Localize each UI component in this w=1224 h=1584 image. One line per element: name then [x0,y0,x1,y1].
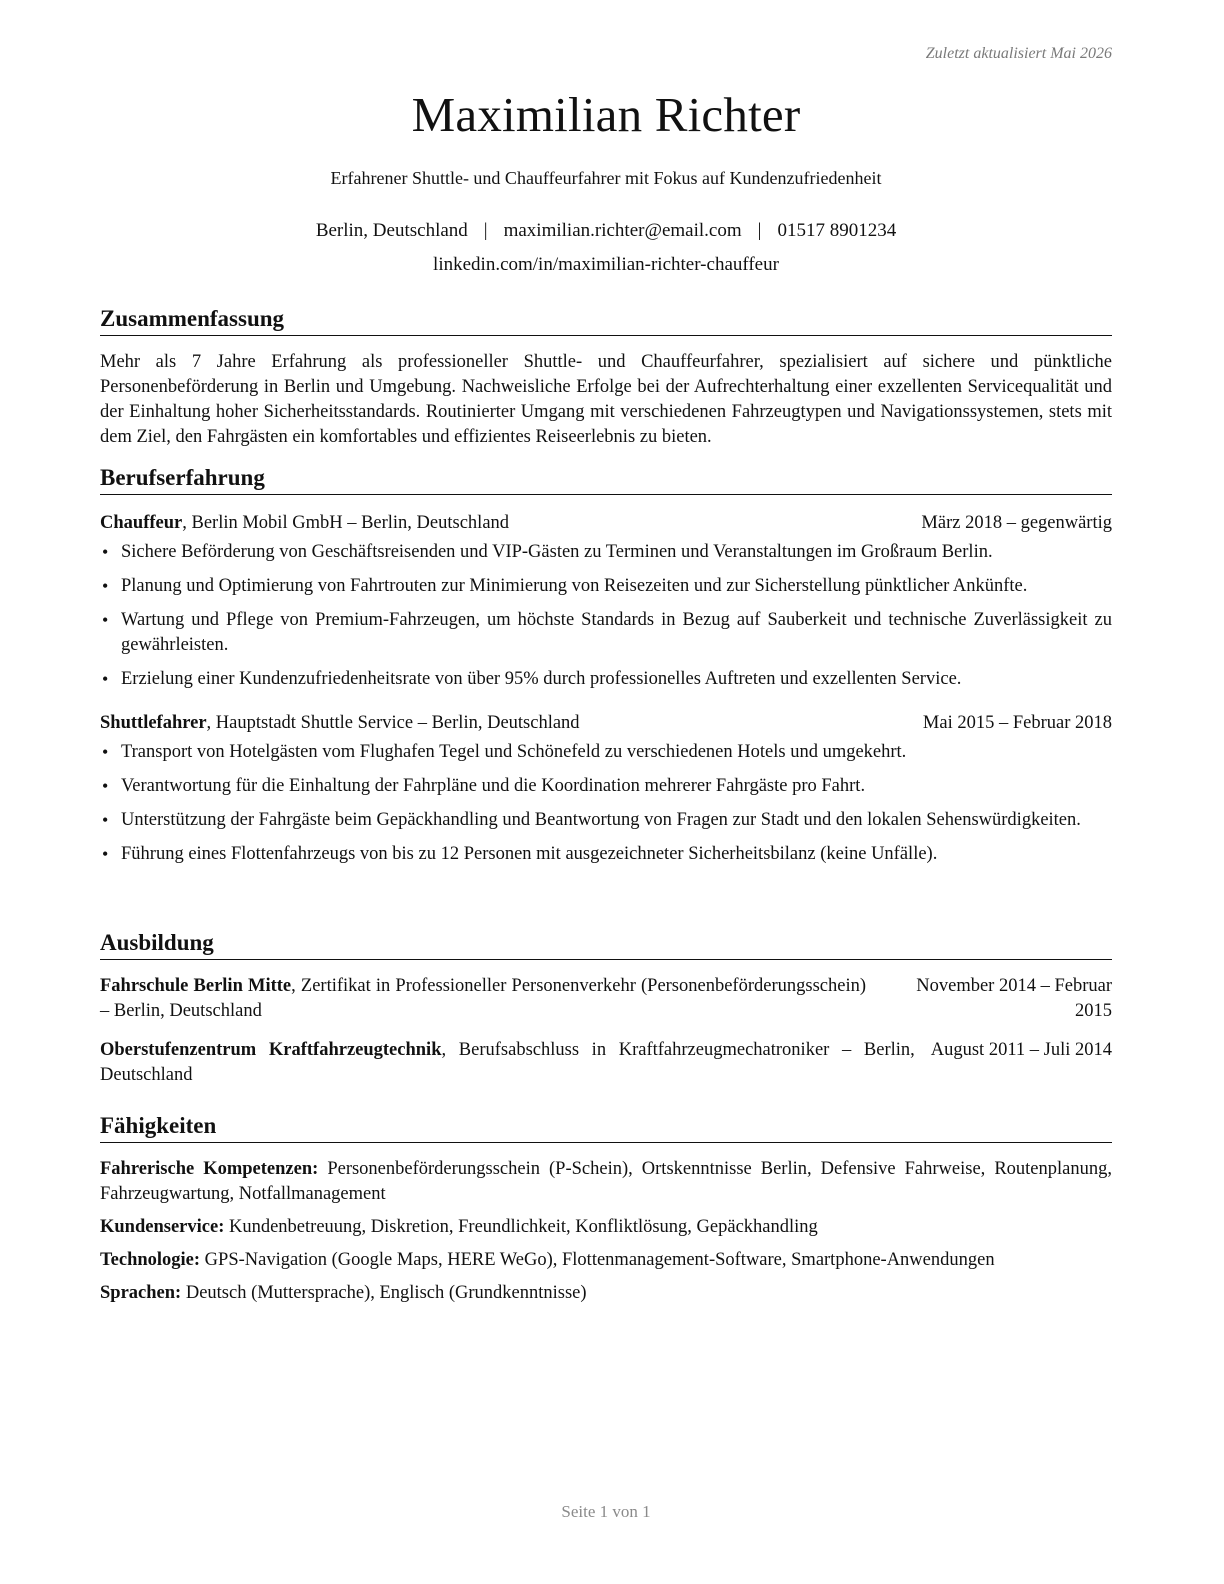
resume-page [100,0,1112,1584]
education-dates: August 2011 – Juli 2014 [930,1040,1112,1060]
skills-list [100,1157,1112,1306]
skill-label: Sprachen: [100,1283,182,1303]
skill-row [100,1281,1112,1306]
list-item: • Unterstützung der Fahrgäste beim Gepäckhandling und Beantwortung von Fragen zur Stadt und den lokalen Sehenswürdigkeiten. [100,808,1112,833]
skill-label: Kundenservice: [100,1217,225,1237]
education-school: Fahrschule Berlin Mitte [100,976,292,996]
job-header [100,711,1112,736]
job-company: , Berlin Mobil GmbH – Berlin, Deutschland [182,513,510,533]
candidate-name: Maximilian Richter [411,87,801,142]
phone: 01517 8901234 [777,220,897,241]
skill-value: Personenbeförderungsschein (P-Schein), Ortskenntnisse Berlin, Defensive Fahrweise, Routenplanung, Fahrzeugwartung, Notfallmanagement [100,1159,1112,1204]
skill-value: GPS-Navigation (Google Maps, HERE WeGo), Flottenmanagement-Software, Smartphone-Anwendungen [200,1250,995,1270]
section-title-skills: Fähigkeiten [100,1111,1112,1143]
experience-section [100,463,1112,876]
list-item: • Transport von Hotelgästen vom Flughafen Tegel und Schönefeld zu verschiedenen Hotels und umgekehrt. [100,740,1112,765]
education-school: Oberstufenzentrum Kraftfahrzeugtechnik [100,1040,442,1060]
linkedin-link[interactable]: linkedin.com/in/maximilian-richter-chauffeur [433,254,779,275]
list-item: • Sichere Beförderung von Geschäftsreisenden und VIP-Gästen zu Terminen und Veranstaltungen im Großraum Berlin. [100,540,1112,565]
page-number: Seite 1 von 1 [561,1502,651,1521]
separator: | [757,220,762,241]
contact-line [100,220,1112,242]
list-item: • Wartung und Pflege von Premium-Fahrzeugen, um höchste Standards in Bezug auf Sauberkeit und technische Zuverlässigkeit zu gewährleisten. [100,608,1112,658]
skills-section [100,1111,1112,1314]
list-item: • Führung eines Flottenfahrzeugs von bis zu 12 Personen mit ausgezeichneter Sicherheitsbilanz (keine Unfälle). [100,842,1112,867]
job-entry [100,711,1112,867]
summary-text: Mehr als 7 Jahre Erfahrung als professioneller Shuttle- und Chauffeurfahrer, spezialisiert auf sichere und pünktliche Personenbeförderung in Berlin und Umgebung. Nachweisliche Erfolge bei der Aufrechterhaltung einer exzellenten Servicequalität und der Einhaltung hoher Sicherheitsstandards. Routinierter Umgang mit verschiedenen Fahrzeugtypen und Navigationssystemen, stets mit dem Ziel, den Fahrgästen ein komfortables und effizientes Reiseerlebnis zu bieten. [100,352,1112,447]
skill-row [100,1215,1112,1240]
section-title-summary: Zusammenfassung [100,304,1112,336]
job-entry [100,511,1112,692]
list-item: • Planung und Optimierung von Fahrtrouten zur Minimierung von Reisezeiten und zur Sicherstellung pünktlicher Ankünfte. [100,574,1112,599]
job-bullets [100,540,1112,692]
education-detail: , Zertifikat in Professioneller Personenverkehr (Personenbeförderungsschein) – Berlin, Deutschland [100,976,866,1021]
list-item: • Verantwortung für die Einhaltung der Fahrpläne und die Koordination mehrerer Fahrgäste pro Fahrt. [100,774,1112,799]
job-title-line [100,711,907,736]
job-company: , Hauptstadt Shuttle Service – Berlin, Deutschland [206,713,580,733]
job-dates: März 2018 – gegenwärtig [921,513,1112,533]
skill-value: Kundenbetreuung, Diskretion, Freundlichkeit, Konfliktlösung, Gepäckhandling [224,1217,818,1237]
last-updated: Zuletzt aktualisiert Mai 2026 [925,45,1112,62]
skill-row [100,1157,1112,1207]
education-entry [100,1038,1112,1088]
tagline: Erfahrener Shuttle- und Chauffeurfahrer mit Fokus auf Kundenzufriedenheit [330,168,882,188]
location: Berlin, Deutschland [315,220,468,241]
email-link[interactable]: maximilian.richter@email.com [503,220,742,241]
summary-section [100,304,1112,450]
skill-label: Technologie: [100,1250,201,1270]
skill-row [100,1248,1112,1273]
separator: | [483,220,488,241]
job-role: Chauffeur [100,513,183,533]
list-item: • Erzielung einer Kundenzufriedenheitsrate von über 95% durch professionelles Auftreten und exzellenten Service. [100,667,1112,692]
education-entry [100,974,1112,1024]
education-title-line [100,1038,915,1088]
job-dates: Mai 2015 – Februar 2018 [922,713,1112,733]
job-role: Shuttlefahrer [100,713,207,733]
section-title-education: Ausbildung [100,928,1112,960]
skill-label: Fahrerische Kompetenzen: [100,1159,319,1179]
job-bullets [100,740,1112,867]
education-section [100,928,1112,1088]
job-header [100,511,1112,536]
section-title-experience: Berufserfahrung [100,463,1112,495]
education-dates: November 2014 – Februar 2015 [916,976,1112,1021]
job-title-line [100,511,905,536]
skill-value: Deutsch (Muttersprache), Englisch (Grundkenntnisse) [181,1283,587,1303]
education-detail: , Berufsabschluss in Kraftfahrzeugmechatroniker – Berlin, Deutschland [100,1040,915,1085]
education-title-line [100,974,866,1024]
